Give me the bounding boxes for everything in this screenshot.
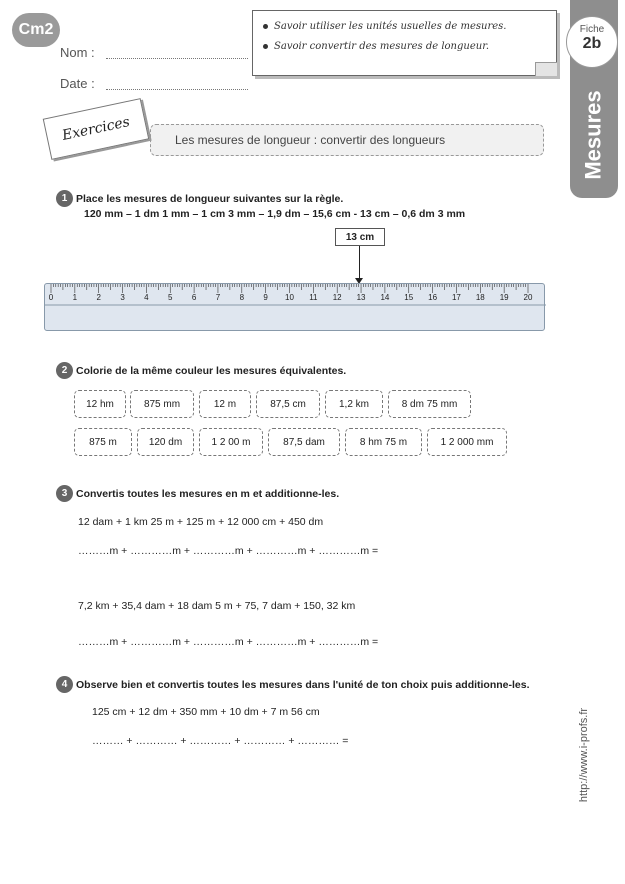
measure-box[interactable]: 12 hm [74, 390, 126, 418]
exercise-number: 2 [56, 362, 73, 379]
exercise-number: 1 [56, 190, 73, 207]
measures-list: 120 mm – 1 dm 1 mm – 1 cm 3 mm – 1,9 dm – 15,6 cm - 13 cm – 0,6 dm 3 mm [84, 208, 466, 220]
ruler-label: 6 [191, 293, 197, 302]
worksheet-title: Les mesures de longueur : convertir des longueurs [150, 124, 544, 156]
sum-expression: 7,2 km + 35,4 dam + 18 dam 5 m + 75, 7 dam + 150, 32 km [78, 600, 356, 612]
measure-box[interactable]: 12 m [199, 390, 251, 418]
sum-expression: 125 cm + 12 dm + 350 mm + 10 dm + 7 m 56 cm [92, 706, 320, 718]
ruler-label: 0 [48, 293, 54, 302]
ruler-label: 12 [332, 293, 342, 302]
objective-item: Savoir utiliser les unités usuelles de mesures. [263, 21, 507, 32]
answer-line[interactable]: ……… + ………… + ………… + ………… + ………… = [92, 735, 349, 747]
name-label: Nom : [60, 45, 95, 60]
ruler-label: 19 [499, 293, 509, 302]
ruler-label: 3 [120, 293, 125, 302]
fiche-number: 2b [582, 35, 602, 52]
ruler-scale [45, 284, 546, 332]
ruler-label: 20 [523, 293, 533, 302]
exercises-label: Exercices [43, 98, 150, 160]
ruler-label: 14 [380, 293, 390, 302]
ruler-label: 15 [404, 293, 414, 302]
ruler [44, 283, 545, 331]
marker-line [359, 246, 360, 280]
ruler-label: 9 [263, 293, 268, 302]
ruler-label: 5 [168, 293, 173, 302]
example-marker-label: 13 cm [335, 228, 385, 246]
measure-box[interactable]: 8 dm 75 mm [388, 390, 471, 418]
sum-expression: 12 dam + 1 km 25 m + 125 m + 12 000 cm + 450 dm [78, 516, 324, 528]
date-field[interactable] [106, 89, 248, 90]
name-field[interactable] [106, 58, 248, 59]
exercise-instruction: Observe bien et convertis toutes les mesures dans l'unité de ton choix puis additionne-les. [76, 679, 530, 691]
objectives-box [252, 10, 557, 76]
measure-box[interactable]: 1 2 00 m [199, 428, 263, 456]
measure-box[interactable]: 1 2 000 mm [427, 428, 507, 456]
ruler-label: 1 [72, 293, 78, 302]
fiche-label: Fiche [579, 24, 605, 35]
answer-line[interactable]: ………m + …………m + …………m + …………m + …………m = [78, 545, 379, 557]
answer-line[interactable]: ………m + …………m + …………m + …………m + …………m = [78, 636, 379, 648]
measure-box[interactable]: 120 dm [137, 428, 194, 456]
bullet-icon [263, 44, 268, 49]
measure-box[interactable]: 1,2 km [325, 390, 383, 418]
level-badge: Cm2 [12, 13, 60, 47]
measure-box[interactable]: 875 mm [130, 390, 194, 418]
measure-box[interactable]: 8 hm 75 m [345, 428, 422, 456]
ruler-label: 4 [144, 293, 149, 302]
ruler-label: 17 [451, 293, 461, 302]
subject-title: Mesures [581, 90, 606, 180]
ruler-label: 7 [215, 293, 221, 302]
measure-box[interactable]: 87,5 cm [256, 390, 320, 418]
exercise-instruction: Place les mesures de longueur suivantes sur la règle. [76, 193, 344, 205]
ruler-label: 16 [428, 293, 438, 302]
exercise-number: 3 [56, 485, 73, 502]
page-curl-icon [535, 62, 557, 76]
measure-box[interactable]: 875 m [74, 428, 132, 456]
ruler-label: 10 [285, 293, 294, 302]
bullet-icon [263, 24, 268, 29]
measure-box[interactable]: 87,5 dam [268, 428, 340, 456]
ruler-label: 13 [356, 293, 366, 302]
source-url: http://www.i-profs.fr [578, 707, 591, 803]
date-label: Date : [60, 76, 95, 91]
ruler-label: 18 [475, 293, 485, 302]
objective-item: Savoir convertir des mesures de longueur. [263, 41, 489, 52]
ruler-label: 11 [309, 293, 318, 302]
ruler-label: 8 [239, 293, 245, 302]
ruler-label: 2 [96, 293, 101, 302]
exercise-instruction: Convertis toutes les mesures en m et additionne-les. [76, 488, 340, 500]
exercise-instruction: Colorie de la même couleur les mesures équivalentes. [76, 365, 347, 377]
fiche-badge [566, 16, 618, 68]
exercise-number: 4 [56, 676, 73, 693]
